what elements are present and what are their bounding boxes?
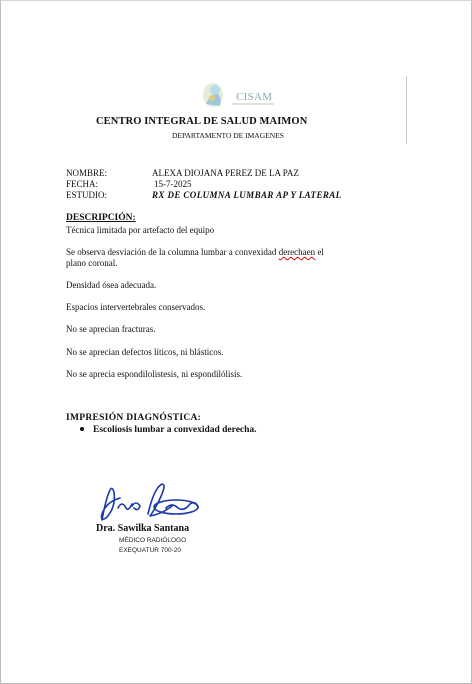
study-value: RX DE COLUMNA LUMBAR AP Y LATERAL [152,190,342,200]
description-line-density: Densidad ósea adecuada. [66,280,157,290]
description-line-spaces: Espacios intervertebrales conservados. [66,302,206,312]
description-line-spondylo: No se aprecia espondilolistesis, ni espondilólisis. [66,369,243,379]
name-value: ALEXA DIOJANA PEREZ DE LA PAZ [152,168,299,178]
spelling-error-word: derechaen [278,247,316,257]
bullet-icon [80,427,84,431]
description-title: DESCRIPCIÓN: [66,213,136,223]
logo-tagline [232,103,274,105]
logo-text: CISAM [236,91,273,103]
margin-divider [406,76,407,144]
doctor-name: Dra. Sawilka Santana [96,523,190,534]
description-line-deviation: Se observa desviación de la columna lumbar a convexidad derechaen el plano coronal. [66,247,324,268]
doctor-title: MÉDICO RADIÓLOGO [119,537,187,544]
department-name: DEPARTAMENTO DE IMAGENES [172,131,284,140]
description-line-fractures: No se aprecian fracturas. [66,324,156,334]
name-label: NOMBRE: [66,168,108,178]
description-line-defects: No se aprecian defectos líticos, ni blásticos. [66,347,224,357]
doctor-exequatur: EXEQUATUR 700-20 [119,547,182,554]
description-line-technique: Técnica limitada por artefacto del equipo [66,225,215,235]
date-value: 15-7-2025 [154,179,192,189]
center-name: CENTRO INTEGRAL DE SALUD MAIMON [96,116,308,127]
signature-icon [92,478,204,528]
impression-title: IMPRESIÓN DIAGNÓSTICA: [66,413,202,423]
study-label: ESTUDIO: [66,190,107,200]
impression-item: Escoliosis lumbar a convexidad derecha. [80,425,257,435]
date-label: FECHA: [66,179,99,189]
